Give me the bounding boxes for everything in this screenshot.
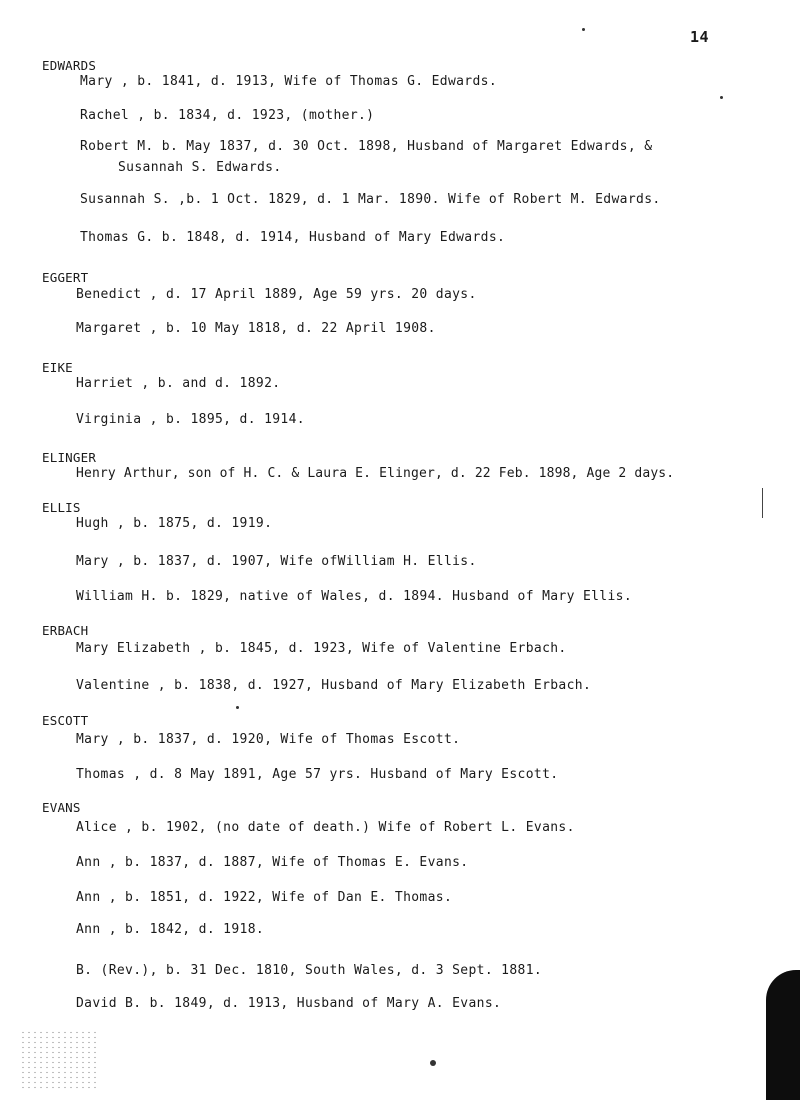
- record-entry: Hugh , b. 1875, d. 1919.: [76, 516, 273, 531]
- record-entry: B. (Rev.), b. 31 Dec. 1810, South Wales, d. 3 Sept. 1881.: [76, 963, 543, 978]
- record-entry: Margaret , b. 10 May 1818, d. 22 April 1908.: [76, 321, 436, 336]
- scan-speck: [582, 28, 585, 31]
- scan-corner-shadow: [766, 970, 800, 1100]
- record-entry: Thomas , d. 8 May 1891, Age 57 yrs. Husband of Mary Escott.: [76, 767, 559, 782]
- record-entry: Rachel , b. 1834, d. 1923, (mother.): [80, 108, 375, 123]
- record-entry: Alice , b. 1902, (no date of death.) Wife of Robert L. Evans.: [76, 820, 575, 835]
- record-entry: Mary Elizabeth , b. 1845, d. 1923, Wife of Valentine Erbach.: [76, 641, 567, 656]
- record-entry: David B. b. 1849, d. 1913, Husband of Mary A. Evans.: [76, 996, 502, 1011]
- scan-speck: [720, 96, 723, 99]
- margin-mark: [762, 488, 763, 518]
- record-entry: Henry Arthur, son of H. C. & Laura E. Elinger, d. 22 Feb. 1898, Age 2 days.: [76, 466, 675, 481]
- scan-speck: [236, 706, 239, 709]
- record-entry: Ann , b. 1842, d. 1918.: [76, 922, 265, 937]
- surname-heading: EGGERT: [42, 270, 89, 285]
- record-entry: Virginia , b. 1895, d. 1914.: [76, 412, 305, 427]
- record-entry: Mary , b. 1837, d. 1907, Wife ofWilliam H. Ellis.: [76, 554, 477, 569]
- surname-heading: EVANS: [42, 800, 81, 815]
- record-entry: Benedict , d. 17 April 1889, Age 59 yrs. 20 days.: [76, 287, 477, 302]
- record-entry-continuation: Susannah S. Edwards.: [118, 160, 282, 175]
- surname-heading: EDWARDS: [42, 58, 97, 73]
- scan-speck: [430, 1060, 436, 1066]
- surname-heading: ERBACH: [42, 623, 89, 638]
- page-number: 14: [690, 28, 710, 46]
- record-entry: William H. b. 1829, native of Wales, d. 1894. Husband of Mary Ellis.: [76, 589, 633, 604]
- record-entry: Harriet , b. and d. 1892.: [76, 376, 281, 391]
- record-entry: Thomas G. b. 1848, d. 1914, Husband of Mary Edwards.: [80, 230, 506, 245]
- record-entry: Robert M. b. May 1837, d. 30 Oct. 1898, Husband of Margaret Edwards, &: [80, 139, 653, 154]
- record-entry: Ann , b. 1837, d. 1887, Wife of Thomas E. Evans.: [76, 855, 469, 870]
- record-entry: Ann , b. 1851, d. 1922, Wife of Dan E. Thomas.: [76, 890, 453, 905]
- record-entry: Mary , b. 1837, d. 1920, Wife of Thomas Escott.: [76, 732, 461, 747]
- record-entry: Susannah S. ,b. 1 Oct. 1829, d. 1 Mar. 1890. Wife of Robert M. Edwards.: [80, 192, 661, 207]
- surname-heading: EIKE: [42, 360, 73, 375]
- surname-heading: ELINGER: [42, 450, 97, 465]
- record-entry: Valentine , b. 1838, d. 1927, Husband of Mary Elizabeth Erbach.: [76, 678, 592, 693]
- surname-heading: ESCOTT: [42, 713, 89, 728]
- record-entry: Mary , b. 1841, d. 1913, Wife of Thomas G. Edwards.: [80, 74, 498, 89]
- scan-noise: [20, 1030, 100, 1090]
- surname-heading: ELLIS: [42, 500, 81, 515]
